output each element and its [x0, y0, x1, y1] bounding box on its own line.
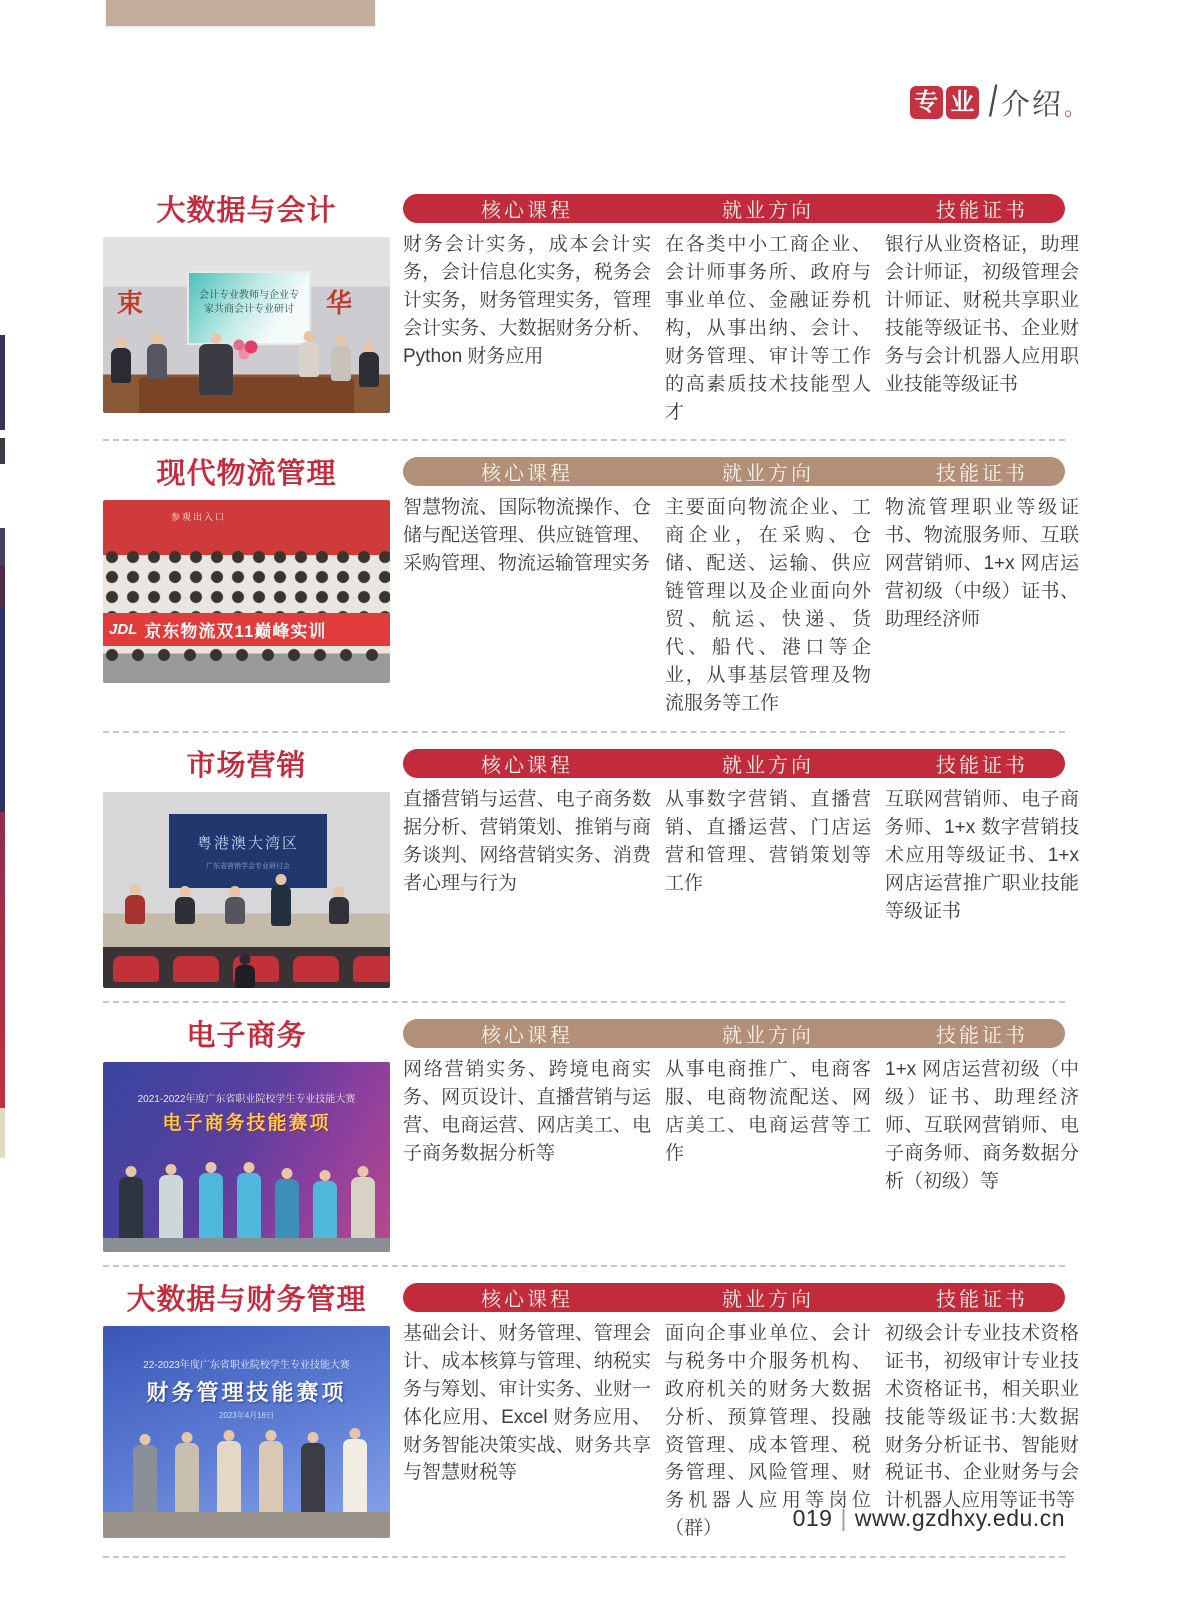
column-header-bar	[403, 194, 1065, 223]
major-title: 电子商务	[186, 1019, 307, 1052]
certificates-text: 互联网营销师、电子商务师、1+x 数字营销技术应用等级证书、1+x 网店运营推广职业技能等级证书	[885, 788, 1079, 922]
screen-text: 会计专业教师与企业专	[199, 290, 299, 301]
person-figure	[225, 886, 245, 924]
red-banner	[103, 613, 390, 646]
page-footer	[793, 1505, 1065, 1532]
column-header-jobs: 就业方向	[722, 1024, 814, 1047]
banner-text: 京东物流双11巅峰实训	[144, 622, 327, 642]
column-header-jobs: 就业方向	[722, 754, 814, 777]
person-figure	[359, 341, 379, 387]
person-figure	[301, 1432, 325, 1514]
footer-separator: |	[840, 1505, 847, 1531]
page-edge-bleed	[0, 438, 5, 464]
photo-jd-logistics-training	[103, 500, 390, 683]
crowd-of-students	[103, 550, 390, 616]
ground	[103, 1238, 390, 1252]
column-header-jobs: 就业方向	[722, 200, 814, 222]
page-edge-bleed	[0, 528, 5, 566]
person-figure	[351, 1166, 375, 1240]
person-figure	[199, 1162, 223, 1240]
auditorium-seat	[353, 956, 390, 982]
majors-list	[103, 178, 1079, 1558]
page-edge-bleed	[0, 1108, 5, 1158]
certificates-text: 银行从业资格证，助理会计师证，初级管理会计师证、财税共享职业技能等级证书、企业财务与会计机器人应用职业技能等级证书	[885, 234, 1079, 395]
person-figure	[271, 874, 291, 926]
calligraphy-decoration: 华	[325, 288, 352, 318]
page-number: 019	[792, 1505, 833, 1531]
major-title: 市场营销	[186, 749, 307, 782]
column-header-core: 核心课程	[481, 200, 573, 222]
website-url: www.gzdhxy.edu.cn	[854, 1505, 1065, 1531]
column-header-core: 核心课程	[481, 463, 573, 486]
column-header-core: 核心课程	[481, 1288, 573, 1311]
page-edge-bleed	[0, 566, 5, 608]
person-figure	[237, 1162, 261, 1240]
page-edge-bleed	[0, 608, 5, 812]
column-header-certs: 技能证书	[936, 463, 1028, 486]
core-courses-text: 基础会计、财务管理、管理会计、成本核算与管理、纳税实务与筹划、审计实务、业财一体化应用、Excel 财务应用、财务智能决策实战、财务共享与智慧财税等	[403, 1322, 651, 1484]
person-figure	[275, 1168, 299, 1240]
photo-marketing-forum	[103, 792, 390, 988]
backdrop-line1: 22-2023年度广东省职业院校学生专业技能大赛	[143, 1359, 350, 1371]
employment-text: 从事电商推广、电商客服、电商物流配送、网店美工、电商运营等工作	[665, 1058, 871, 1164]
crowd-of-students	[103, 648, 390, 670]
brand-chip: 专	[910, 86, 943, 119]
column-header-core: 核心课程	[481, 754, 573, 777]
employment-text: 主要面向物流企业、工商企业，在采购、仓储、配送、运输、供应链管理以及企业面向外贸、航运、快递、货代、船代、港口等企业，从事基层管理及物流服务等工作	[665, 497, 871, 714]
column-header-certs: 技能证书	[936, 1024, 1028, 1047]
person-figure	[147, 333, 167, 379]
calligraphy-decoration: 束	[117, 288, 144, 318]
person-figure	[299, 331, 319, 377]
person-figure	[199, 333, 233, 395]
photo-finance-competition	[103, 1326, 390, 1538]
person-figure	[133, 1434, 157, 1514]
brand-slash: /	[988, 77, 998, 126]
person-figure	[119, 1166, 143, 1240]
core-courses-text: 网络营销实务、跨境电商实务、网页设计、直播营销与运营、电商运营、网店美工、电子商务数据分析等	[403, 1058, 651, 1164]
photo-accounting-seminar	[103, 237, 390, 413]
column-header-bar	[403, 1283, 1065, 1312]
major-section-ecommerce	[103, 1003, 1079, 1265]
page-edge-bleed	[0, 335, 5, 430]
entrance-sign-text: 参观出入口	[171, 512, 227, 523]
backdrop-line1: 2021-2022年度广东省职业院校学生专业技能大赛	[137, 1093, 356, 1105]
column-header-jobs: 就业方向	[722, 1288, 814, 1311]
column-header-certs: 技能证书	[936, 1288, 1028, 1311]
major-title: 大数据与会计	[156, 195, 337, 227]
column-header-bar	[403, 749, 1065, 778]
column-header-bar	[403, 457, 1065, 486]
person-figure	[217, 1430, 241, 1514]
core-courses-text: 智慧物流、国际物流操作、仓储与配送管理、供应链管理、采购管理、物流运输管理实务	[403, 497, 651, 575]
employment-text: 面向企事业单位、会计与税务中介服务机构、政府机关的财务大数据分析、预算管理、投融资管理、成本管理、税务管理、风险管理、财务机器人应用等岗位（群）	[665, 1322, 871, 1540]
person-figure	[313, 1170, 337, 1240]
backdrop-line2: 财务管理技能赛项	[146, 1379, 347, 1405]
column-header-jobs: 就业方向	[722, 463, 814, 486]
page-header-brand	[910, 77, 1086, 126]
person-figure	[175, 886, 195, 924]
auditorium-seat	[113, 956, 159, 982]
backdrop-line2: 电子商务技能赛项	[162, 1112, 331, 1134]
brand-title: 介绍	[1000, 88, 1063, 121]
person-figure	[329, 886, 349, 924]
person-figure	[125, 884, 145, 924]
certificates-text: 初级会计专业技术资格证书，初级审计专业技术资格证书，相关职业技能等级证书:大数据财务分析证书、智能财税证书、企业财务与会计机器人应用等证书等	[885, 1322, 1079, 1512]
column-header-bar	[403, 1019, 1065, 1048]
brand-chip: 业	[946, 86, 979, 119]
top-tab-decoration	[106, 0, 375, 26]
column-header-core: 核心课程	[481, 1024, 573, 1047]
backdrop-line3: 2023年4月16日	[218, 1410, 275, 1420]
ground	[103, 1512, 390, 1538]
employment-text: 从事数字营销、直播营销、直播运营、门店运营和管理、营销策划等工作	[665, 788, 871, 894]
employment-text: 在各类中小工商企业、会计师事务所、政府与事业单位、金融证券机构，从事出纳、会计、财务管理、审计等工作的高素质技术技能型人才	[665, 234, 871, 423]
screen-subtitle: 广东省营销学会专业研讨会	[206, 862, 290, 870]
screen-title: 粤港澳大湾区	[196, 834, 299, 852]
person-figure	[343, 1428, 367, 1514]
column-header-certs: 技能证书	[936, 754, 1028, 777]
photo-ecommerce-competition	[103, 1062, 390, 1252]
brand-period: 。	[1063, 95, 1086, 120]
page-edge-bleed	[0, 812, 5, 1108]
major-title: 现代物流管理	[156, 458, 337, 491]
core-courses-text: 直播营销与运营、电子商务数据分析、营销策划、推销与商务谈判、网络营销实务、消费者心理与行为	[403, 788, 651, 894]
person-figure	[259, 1430, 283, 1514]
jdl-logo: JDL	[109, 621, 138, 639]
certificates-text: 物流管理职业等级证书、物流服务师、互联网营销师、1+x 网店运营初级（中级）证书、助理经济师	[885, 497, 1079, 631]
core-courses-text: 财务会计实务，成本会计实务，会计信息化实务，税务会计实务，财务管理实务，管理会计实务、大数据财务分析、Python 财务应用	[403, 234, 651, 367]
screen-text: 家共商会计专业研讨	[204, 304, 294, 315]
column-header-certs: 技能证书	[936, 200, 1028, 222]
person-figure	[235, 954, 255, 988]
major-title: 大数据与财务管理	[126, 1283, 367, 1316]
auditorium-seat	[293, 956, 339, 982]
section-divider	[103, 1556, 1065, 1558]
stage-screen	[169, 814, 327, 888]
major-section-big-data-accounting	[103, 178, 1079, 439]
major-section-logistics	[103, 441, 1079, 730]
major-section-marketing	[103, 733, 1079, 1001]
person-figure	[111, 337, 131, 383]
flower-decoration	[231, 337, 261, 361]
meeting-table	[139, 377, 354, 413]
person-figure	[175, 1432, 199, 1514]
certificates-text: 1+x 网店运营初级（中级）证书、助理经济师、互联网营销师、电子商务师、商务数据分析（初级）等	[885, 1058, 1079, 1192]
person-figure	[331, 335, 351, 381]
person-figure	[159, 1164, 183, 1240]
auditorium-seat	[173, 956, 219, 982]
